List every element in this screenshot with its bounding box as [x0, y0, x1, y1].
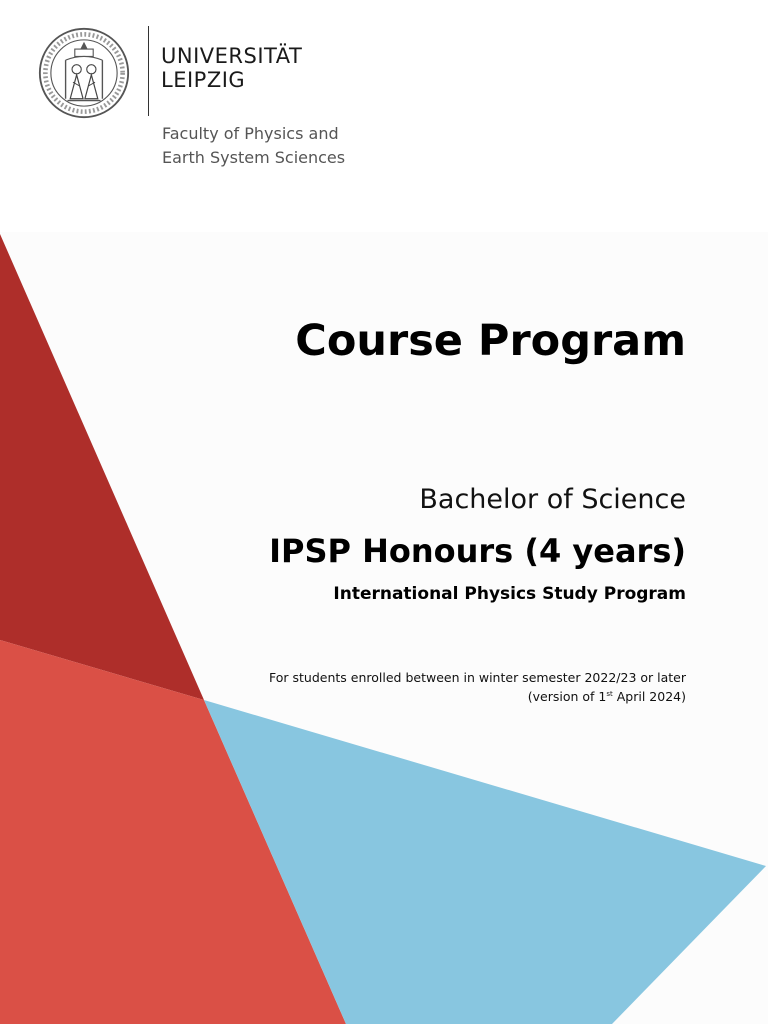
version-suffix: April 2024) — [612, 689, 686, 704]
version-line — [269, 687, 686, 706]
version-superscript: st — [606, 689, 613, 698]
university-name-line2: LEIPZIG — [161, 68, 246, 92]
enrollment-note — [269, 668, 686, 706]
dark-red-triangle — [0, 234, 204, 700]
version-prefix: (version of 1 — [527, 689, 607, 704]
enrollment-note-line: For students enrolled between in winter semester 2022/23 or later — [269, 670, 686, 685]
faculty-name-line1: Faculty of Physics and — [162, 124, 339, 143]
program-full-name: International Physics Study Program — [333, 584, 686, 604]
degree-name: Bachelor of Science — [419, 484, 686, 515]
university-name-line1: UNIVERSITÄT — [161, 44, 303, 68]
program-name: IPSP Honours (4 years) — [269, 532, 686, 570]
faculty-name-line2: Earth System Sciences — [162, 148, 346, 167]
document-title: Course Program — [295, 316, 686, 366]
